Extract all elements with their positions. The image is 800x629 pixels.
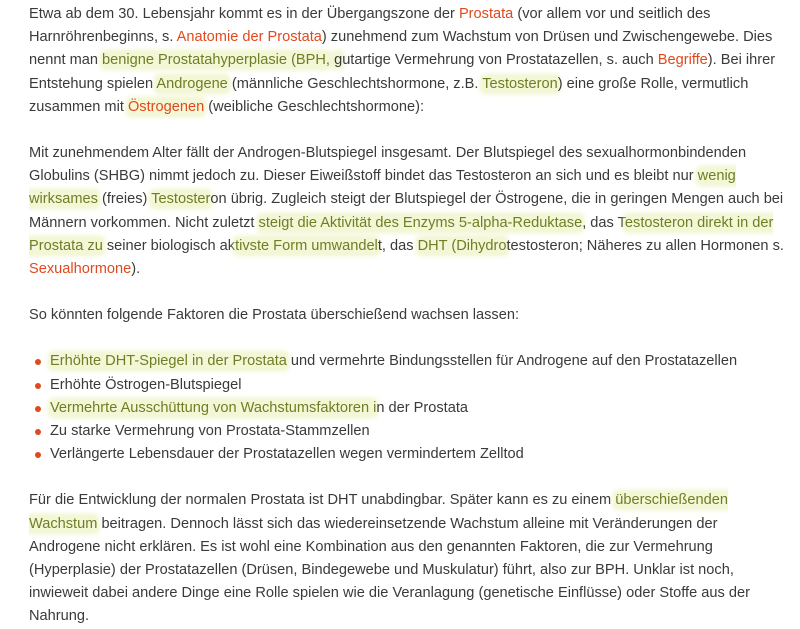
text-run: Erhöhte Östrogen-Blutspiegel: [50, 376, 242, 393]
bullet-icon: [35, 429, 41, 435]
bullet-icon: [35, 452, 41, 458]
text-run: Zu starke Vermehrung von Prostata-Stammzellen: [50, 423, 370, 440]
text-run: n der Prostata: [376, 399, 469, 416]
text-link[interactable]: Anatomie der Prostata: [176, 29, 322, 46]
text-run: (weibliche Geschlechtshormone):: [204, 98, 425, 115]
list-item: [29, 350, 800, 373]
paragraph-hormone-levels: [29, 142, 789, 281]
text-run: Für die Entwicklung der normalen Prostata ist DHT unabdingbar. Später kann es zu einem: [29, 492, 616, 509]
text-link[interactable]: Prostata: [458, 6, 514, 22]
text-run: Etwa ab dem 30. Lebensjahr kommt es in der Übergangszone der: [29, 6, 459, 22]
text-run: t, das: [377, 237, 418, 254]
text-run: ) eine große Rolle, vermutlich zusammen mit: [29, 75, 749, 115]
highlighted-link[interactable]: Östrogenen: [127, 98, 205, 115]
paragraph-factors-intro: [29, 304, 789, 327]
highlighted-term: steigt die Aktivität des Enzyms 5-alpha-Reduktase: [258, 214, 583, 231]
list-item: [29, 443, 800, 466]
list-item: [29, 397, 800, 420]
highlighted-term: estosteron direkt in der Prostata zu: [29, 214, 774, 254]
highlighted-term: überschießenden Wachstum: [29, 492, 729, 532]
text-run: utartige Vermehrung von Prostatazellen, s. auch: [342, 52, 658, 69]
highlighted-term: Vermehrte Ausschüttung von Wachstumsfaktoren i: [50, 399, 377, 416]
text-run: ).: [131, 261, 141, 278]
text-run: und vermehrte Bindungsstellen für Androgene auf den Prostatazellen: [286, 353, 738, 370]
list-item-text: [50, 377, 241, 393]
highlighted-term: Testoster: [151, 191, 211, 208]
bullet-icon: [35, 359, 41, 365]
text-run: Mit zunehmendem Alter fällt der Androgen-Blutspiegel insgesamt. Der Blutspiegel des sexualhormonbindenden Globulins (SHBG) nimmt jedoch zu. Dieser Eiweißstoff bindet das Testosteron an sich und es bleibt nur: [29, 145, 747, 185]
highlighted-term: DHT (Dihydro: [417, 237, 507, 254]
list-item-text: [50, 400, 468, 416]
text-run: So könnten folgende Faktoren die Prostata überschießend wachsen lassen:: [29, 307, 520, 324]
list-item-text: [50, 446, 524, 462]
text-run: testosteron; Näheres zu allen Hormonen s.: [506, 237, 784, 254]
highlighted-term: benigne Prostatahyperplasie (BPH,: [102, 52, 330, 69]
text-run: ) zunehmend zum Wachstum von Drüsen und Zwischengewebe. Dies nennt man: [29, 29, 773, 69]
text-run: ). Bei ihrer Entstehung spielen: [29, 52, 776, 92]
bullet-icon: [35, 406, 41, 412]
bullet-icon: [35, 383, 41, 389]
text-run: Verlängerte Lebensdauer der Prostatazellen wegen vermindertem Zelltod: [50, 446, 524, 463]
text-run: , das T: [582, 214, 625, 231]
factor-list: [29, 350, 800, 466]
text-run: (freies): [97, 191, 152, 208]
paragraph-intro: [29, 3, 781, 119]
highlighted-term: tivste Form umwandel: [235, 237, 378, 254]
paragraph-conclusion: [29, 489, 789, 628]
text-run: beitragen. Dennoch lässt sich das wiedereinsetzende Wachstum alleine mit Veränderungen der Androgene nicht erklären. Es ist wohl eine Kombination aus den genannten Faktoren, die zur Vermehrung (Hyperplasie) der Prostatazellen (Drüsen, Bindegewebe und Muskulatur) führt, also zur BPH. Unklar ist noch, inwieweit dabei andere Dinge eine Rolle spielen wie die Veranlagung (genetische Einflüsse) oder Stoffe aus der Nahrung.: [29, 515, 750, 625]
highlighted-term: Testosteron: [482, 75, 558, 92]
list-item-text: [50, 423, 370, 439]
text-run: on übrig. Zugleich steigt der Blutspiegel der Östrogene, die in geringen Mengen auch bei Männern vorkommen. Nicht zuletzt: [29, 191, 784, 231]
list-item-text: [50, 353, 737, 369]
text-run: (männliche Geschlechtshormone, z.B.: [227, 75, 483, 92]
text-run: seiner biologisch ak: [102, 237, 236, 254]
text-link[interactable]: Begriffe: [657, 52, 708, 69]
highlighted-term: Androgene: [156, 75, 228, 92]
list-item: [29, 374, 800, 397]
list-item: [29, 420, 800, 443]
text-run: (vor allem vor und seitlich des Harnröhrenbeginns, s.: [29, 6, 711, 46]
highlighted-term: g: [334, 52, 343, 69]
highlighted-term: Erhöhte DHT-Spiegel in der Prostata: [50, 353, 287, 370]
highlighted-term: wenig wirksames: [29, 168, 736, 208]
text-link[interactable]: Sexualhormone: [29, 261, 132, 278]
